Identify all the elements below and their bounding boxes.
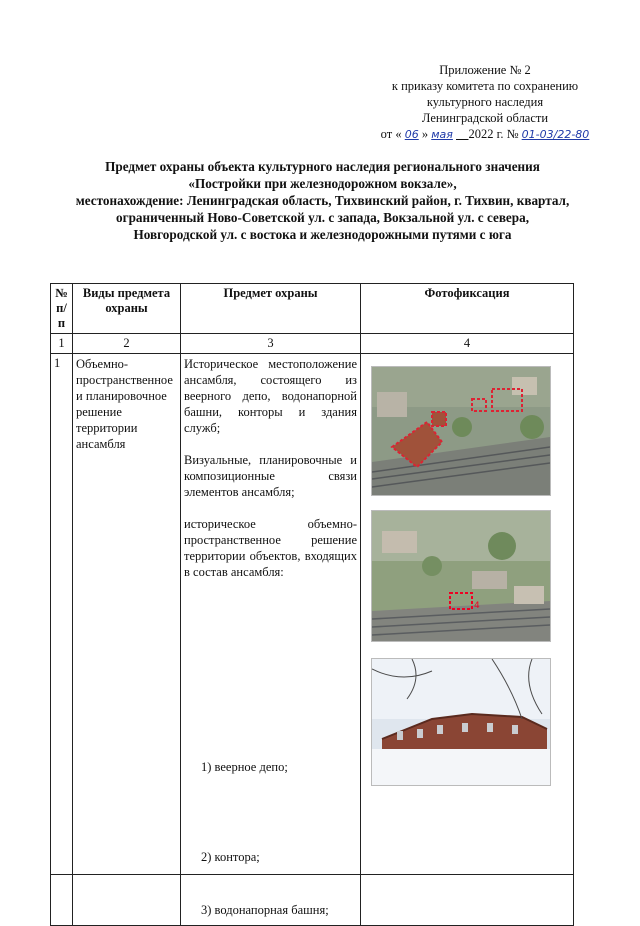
subject-paragraph-3: историческое объемно-пространственное решение территории объектов, входящих в состав ансамбля: <box>184 517 357 579</box>
depot-photo <box>371 658 551 786</box>
subject-paragraph-1: Историческое местоположение ансамбля, состоящего из веерного депо, водонапорной башни, конторы и здания служб; <box>184 357 357 435</box>
appendix-line-3: культурного наследия <box>426 95 544 109</box>
header-subject: Предмет охраны <box>181 284 361 334</box>
list-item-water-tower: 3) водонапорная башня; <box>201 903 329 917</box>
appendix-block <box>360 62 610 143</box>
table-header-row <box>51 284 574 334</box>
col-number-3: 3 <box>181 334 361 354</box>
column-number-row <box>51 334 574 354</box>
list-item-depot: 1) веерное депо; <box>201 760 288 774</box>
title-line-4: ограниченный Ново-Советской ул. с запада, Вокзальной ул. с севера, <box>115 210 530 225</box>
date-year: 2022 г. № <box>468 127 519 141</box>
appendix-line-4: Ленинградской области <box>421 111 549 125</box>
table-row <box>51 354 574 875</box>
title-line-1: Предмет охраны объекта культурного наследия регионального значения <box>105 159 540 174</box>
date-prefix: от « <box>380 127 402 141</box>
aerial-photo-2-image <box>372 511 550 641</box>
list-item-office: 2) контора; <box>201 850 260 864</box>
aerial-photo-1 <box>371 366 551 496</box>
aerial-photo-1-image <box>372 367 550 495</box>
subject-continued <box>181 875 361 926</box>
appendix-line-2: к приказу комитета по сохранению <box>391 79 579 93</box>
document-title <box>30 158 615 243</box>
photo-column <box>361 354 574 875</box>
title-line-5: Новгородской ул. с востока и железнодорожными путями с юга <box>133 227 512 242</box>
col-number-2: 2 <box>73 334 181 354</box>
date-month: мая <box>431 128 453 141</box>
depot-photo-image <box>372 659 550 785</box>
col-number-4: 4 <box>361 334 574 354</box>
row-number: 1 <box>51 354 73 875</box>
protection-kind: Объемно-пространственное и планировочное решение территории ансамбля <box>73 354 181 875</box>
header-kind: Виды предмета охраны <box>73 284 181 334</box>
appendix-line-1: Приложение № 2 <box>439 63 531 77</box>
col-number-1: 1 <box>51 334 73 354</box>
appendix-date-line <box>360 126 610 143</box>
aerial-photo-2 <box>371 510 551 642</box>
header-num: № п/п <box>51 284 73 334</box>
title-line-3: местонахождение: Ленинградская область, Тихвинский район, г. Тихвин, квартал, <box>75 193 570 208</box>
date-mid: » <box>421 127 429 141</box>
protection-subject <box>181 354 361 875</box>
subject-paragraph-2: Визуальные, планировочные и композиционные связи элементов ансамбля; <box>184 453 357 499</box>
header-photo: Фотофиксация <box>361 284 574 334</box>
photo-marker-label: 4 <box>474 601 480 611</box>
date-blank <box>456 127 469 141</box>
order-number: 01-03/22-80 <box>521 128 590 141</box>
table-row-continued <box>51 875 574 926</box>
title-line-2: «Постройки при железнодорожном вокзале», <box>188 176 457 191</box>
date-day: 06 <box>404 128 419 141</box>
protection-table <box>50 283 574 926</box>
